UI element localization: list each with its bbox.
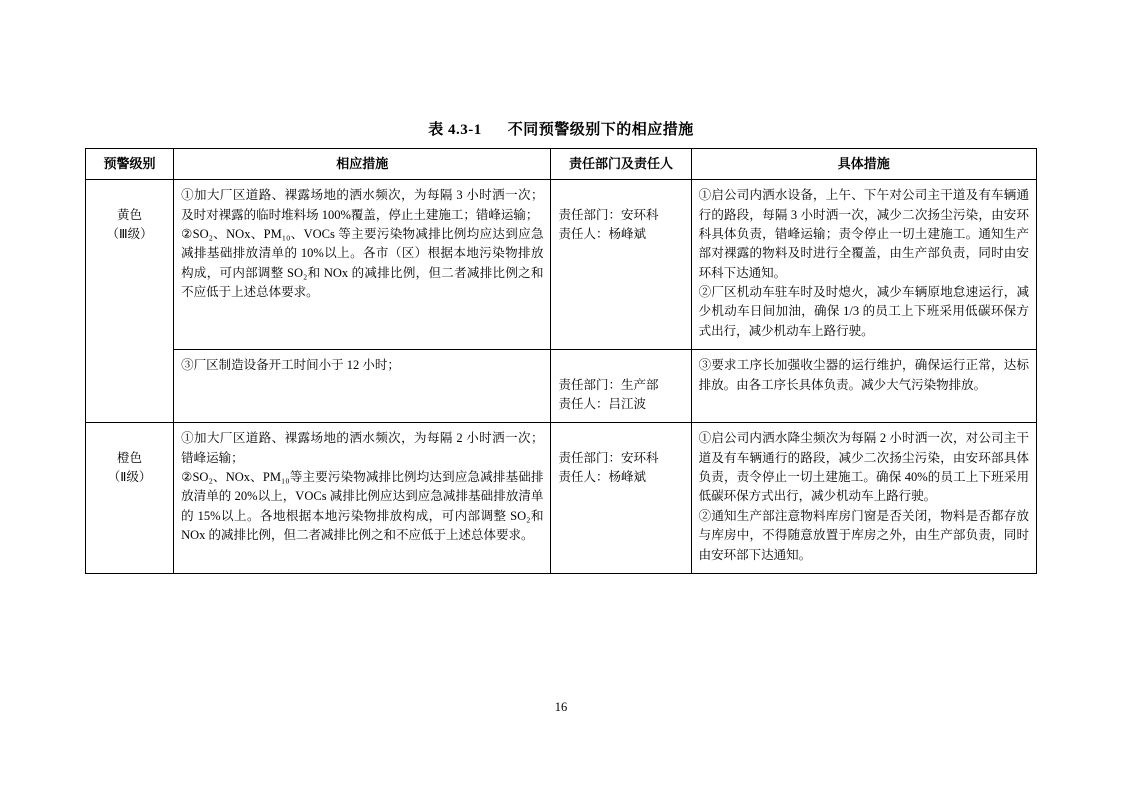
table-header-row	[86, 149, 1037, 180]
page-number: 16	[554, 700, 568, 714]
header-detailed-measures: 具体措施	[691, 149, 1036, 180]
measure-text: ①加大厂区道路、裸露场地的洒水频次，为每隔 3 小时洒一次；及时对裸露的临时堆料场 100%覆盖，停止土建施工；错峰运输； ②SO₂、NOx、PM₁₀、VOCs 等主要污染物减排比例均应达到应急减排基础排放清单的 10%以上。各市（区）根据本地污染物排放构成，可内部调整 SO₂和 NOx 的减排比例，但二者减排比例之和不应低于上述总体要求。	[181, 188, 544, 300]
department-cell: 责任部门：安环科 责任人：杨峰斌	[551, 180, 691, 350]
measure-text: ①加大厂区道路、裸露场地的洒水频次，为每隔 2 小时洒一次；错峰运输； ②SO₂、NOx、PM₁₀等主要污染物减排比例均达到应急减排基础排放清单的 20%以上，VOCs 减排比例应达到应急减排基础排放清单的 15%以上。各地根据本地污染物排放构成，可内部调整 SO₂和 NOx 的减排比例，但二者减排比例之和不应低于上述总体要求。	[181, 431, 544, 543]
table-row	[86, 423, 1037, 574]
table-caption: 不同预警级别下的相应措施	[507, 122, 694, 138]
measures-cell	[174, 180, 551, 350]
emergency-measures-table	[85, 148, 1037, 574]
measures-cell	[174, 423, 551, 574]
table-row	[86, 350, 1037, 423]
page-title	[0, 118, 1122, 139]
department-cell: 责任部门：生产部 责任人：吕江波	[551, 350, 691, 423]
header-warning-level: 预警级别	[86, 149, 174, 180]
detail-cell	[691, 423, 1036, 574]
detail-text: ①启公司内洒水降尘频次为每隔 2 小时洒一次，对公司主干道及有车辆通行的路段，减少二次扬尘污染，由安环部具体负责，责令停止一切土建施工。确保 40%的员工上下班采用低碳环保方式出行，减少机动车上路行驶。 ②通知生产部注意物料库房门窗是否关闭，物料是否都存放与库房中，不得随意放置于库房之外，由生产部负责，同时由安环部下达通知。	[698, 431, 1029, 562]
table-number: 表 4.3-1	[428, 122, 482, 138]
measures-cell	[174, 350, 551, 423]
detail-cell	[691, 350, 1036, 423]
department-cell: 责任部门：安环科 责任人：杨峰斌	[551, 423, 691, 574]
detail-cell	[691, 180, 1036, 350]
warning-level-yellow: 黄色 （Ⅲ级）	[86, 180, 174, 423]
measure-text: ③厂区制造设备开工时间小于 12 小时；	[181, 358, 400, 373]
header-measures: 相应措施	[174, 149, 551, 180]
table-row	[86, 180, 1037, 350]
warning-level-orange: 橙色 （Ⅱ级）	[86, 423, 174, 574]
header-department: 责任部门及责任人	[551, 149, 691, 180]
detail-text: ③要求工序长加强收尘器的运行维护，确保运行正常，达标排放。由各工序长具体负责。减少大气污染物排放。	[698, 358, 1029, 392]
detail-text: ①启公司内洒水设备，上午、下午对公司主干道及有车辆通行的路段，每隔 3 小时洒一次，减少二次扬尘污染，由安环科具体负责，错峰运输；责令停止一切土建施工。通知生产部对裸露的物料及时进行全覆盖，由生产部负责，同时由安环科下达通知。 ②厂区机动车驻车时及时熄火，减少车辆原地怠速运行，减少机动车日间加油，确保 1/3 的员工上下班采用低碳环保方式出行，减少机动车上路行驶。	[698, 188, 1029, 338]
